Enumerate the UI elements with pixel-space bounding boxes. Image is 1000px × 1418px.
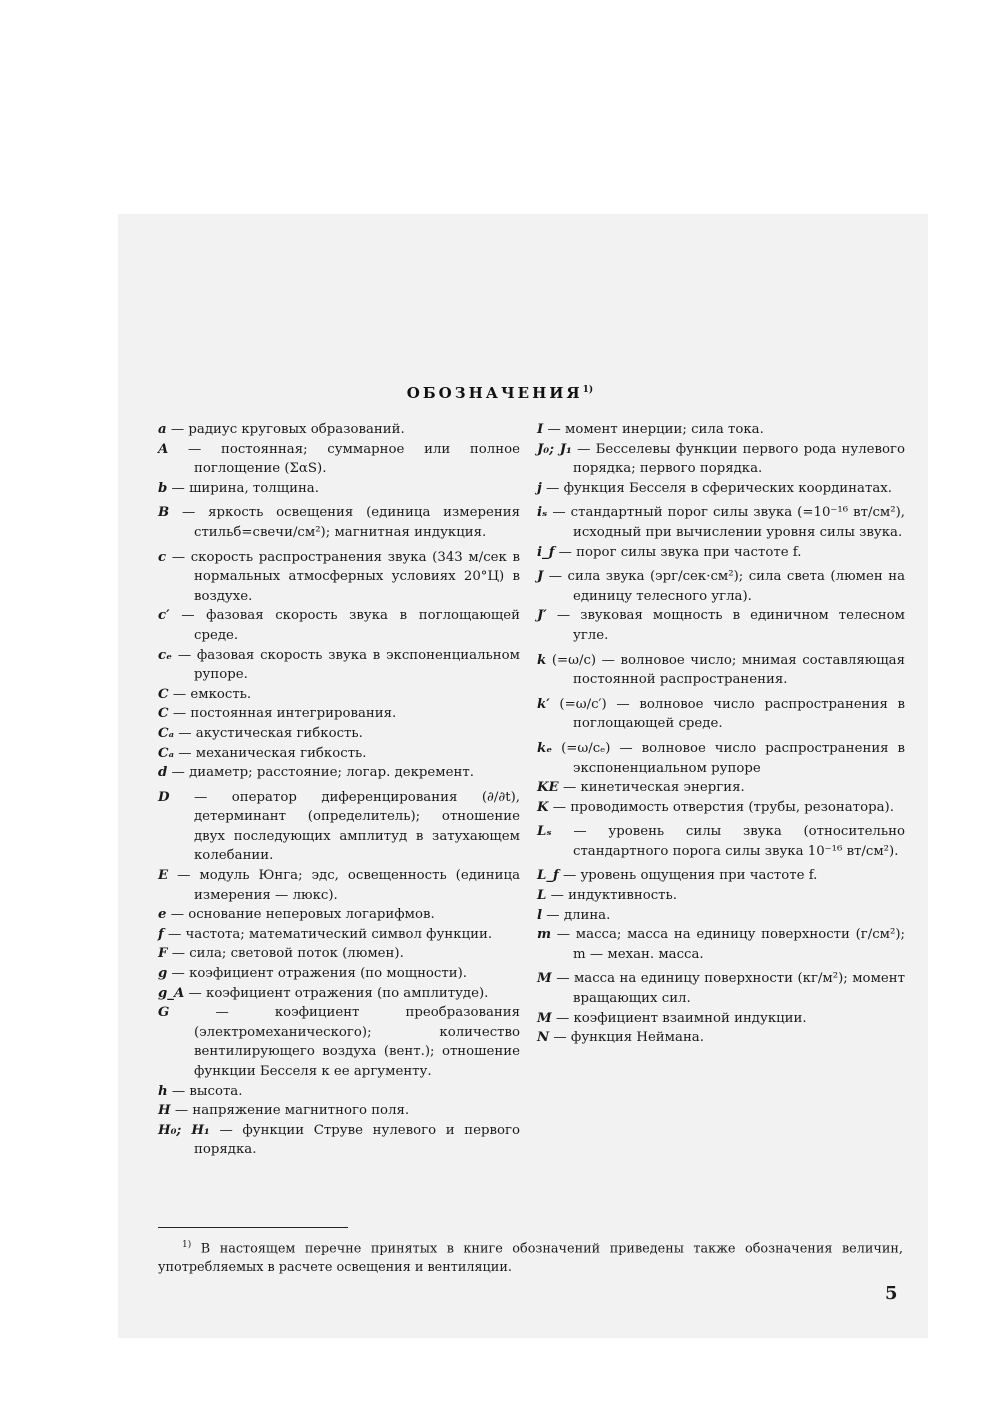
symbol-entry: g_A — коэфициент отражения (по амплитуде).	[158, 985, 489, 1001]
symbol-entry: J₀; J₁ — Бесселевы функции первого рода нулевого порядка; первого порядка.	[537, 441, 905, 477]
symbol-entry: B — яркость освещения (единица измерения стильб=свечи/см²); магнитная индукция.	[158, 505, 520, 540]
symbol-entry: L_f — уровень ощущения при частоте f.	[537, 868, 818, 884]
symbol-entry: KE — кинетическая энергия.	[537, 780, 745, 796]
page-title	[0, 384, 1000, 402]
symbol-entry: H — напряжение магнитного поля.	[158, 1103, 410, 1119]
symbol-entry: M — коэфициент взаимной индукции.	[537, 1010, 807, 1026]
title-footnote-mark: 1)	[582, 385, 594, 395]
symbol-entry: l — длина.	[537, 907, 611, 923]
symbol-entry: i_f — порог силы звука при частоте f.	[537, 544, 802, 560]
symbol-entry: H₀; H₁ — функции Струве нулевого и первого порядка.	[158, 1122, 521, 1158]
footnote-mark: 1)	[182, 1240, 192, 1250]
symbol-entry: F — сила; световой поток (люмен).	[158, 946, 404, 962]
symbol-entry: E — модуль Юнга; эдс, освещенность (единица измерения — люкс).	[158, 868, 520, 903]
symbol-entry: K — проводимость отверстия (трубы, резонатора).	[537, 799, 894, 815]
symbol-entry: J — сила звука (эрг/сек·см²); сила света (люмен на единицу телесного угла).	[537, 569, 905, 604]
symbol-entry: a — радиус круговых образований.	[158, 422, 405, 437]
symbol-entry: kₑ (=ω/cₑ) — волновое число распространения в экспоненциальном рупоре	[537, 740, 905, 776]
symbol-entry: k′ (=ω/c′) — волновое число распространения в поглощающей среде.	[537, 696, 905, 732]
footnote-divider	[158, 1227, 348, 1228]
symbol-entry: e — основание неперовых логарифмов.	[158, 907, 435, 923]
symbol-entry: k (=ω/c) — волновое число; мнимая составляющая постоянной распространения.	[537, 652, 905, 688]
symbol-entry: Cₐ — акустическая гибкость.	[158, 725, 363, 741]
symbol-entry: iₛ — стандартный порог силы звука (=10⁻¹⁶ вт/см²), исходный при вычислении уровня силы звука.	[537, 505, 905, 540]
symbol-entry: G — коэфициент преобразования (электромеханического); количество вентилирующего воздуха (вент.); отношение функции Бесселя к ее аргументу.	[158, 1005, 520, 1079]
title-text: ОБОЗНАЧЕНИЯ	[406, 384, 583, 402]
page-number: 5	[885, 1283, 898, 1304]
symbol-entry: m — масса; масса на единицу поверхности (г/см²); m — механ. масса.	[537, 927, 905, 962]
symbol-entry: c′ — фазовая скорость звука в поглощающей среде.	[158, 608, 520, 643]
symbol-entry: I — момент инерции; сила тока.	[537, 422, 764, 437]
symbols-left-column	[158, 420, 520, 1160]
symbol-entry: A — постоянная; суммарное или полное поглощение (ΣαS).	[158, 441, 520, 477]
symbol-entry: d — диаметр; расстояние; логар. декремент.	[158, 765, 474, 781]
symbol-entry: g — коэфициент отражения (по мощности).	[158, 966, 468, 982]
symbol-entry: C — постоянная интегрирования.	[158, 706, 397, 722]
footnote	[158, 1236, 903, 1277]
symbol-entry: f — частота; математический символ функции.	[158, 926, 493, 942]
symbol-entry: cₑ — фазовая скорость звука в экспоненциальном рупоре.	[158, 647, 520, 683]
symbol-entry: j — функция Бесселя в сферических координатах.	[537, 480, 892, 496]
symbol-entry: h — высота.	[158, 1083, 243, 1099]
symbol-entry: b — ширина, толщина.	[158, 480, 319, 496]
footnote-text: В настоящем перечне принятых в книге обозначений приведены также обозначения величин, употребляемых в расчете освещения и вентиляции.	[158, 1241, 903, 1276]
symbol-entry: D — оператор диференцирования (∂/∂t), детерминант (определитель); отношение двух последующих амплитуд в затухающем колебании.	[158, 789, 520, 864]
symbol-entry: Lₛ — уровень силы звука (относительно стандартного порога силы звука 10⁻¹⁶ вт/см²).	[537, 824, 905, 859]
symbol-entry: N — функция Неймана.	[537, 1030, 704, 1046]
symbol-entry: L — индуктивность.	[537, 888, 678, 904]
symbol-entry: Cₐ — механическая гибкость.	[158, 745, 367, 761]
symbol-entry: J′ — звуковая мощность в единичном телесном угле.	[537, 608, 905, 643]
symbol-entry: C — емкость.	[158, 686, 252, 702]
symbol-entry: c — скорость распространения звука (343 м/сек в нормальных атмосферных условиях 20°Ц) в воздухе.	[158, 549, 521, 604]
symbols-right-column	[537, 420, 905, 1048]
symbol-entry: M — масса на единицу поверхности (кг/м²); момент вращающих сил.	[537, 971, 905, 1007]
